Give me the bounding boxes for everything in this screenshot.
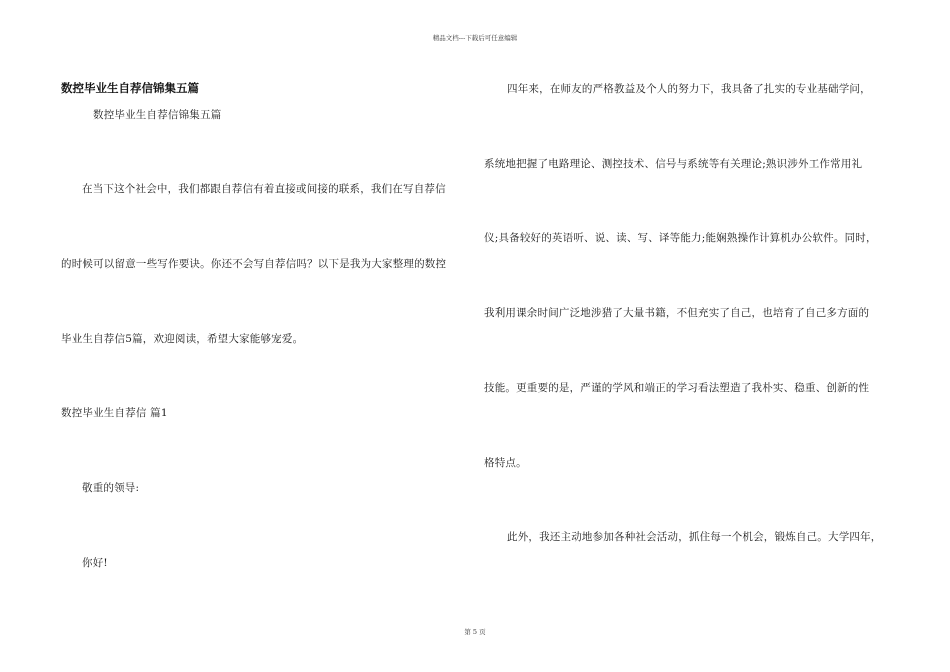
body-line-6: 格特点。 <box>484 457 527 469</box>
intro-line-1: 在当下这个社会中，我们都跟自荐信有着直接或间接的联系，我们在写自荐信 <box>82 183 446 195</box>
letter-hello: 你好! <box>82 557 108 569</box>
document-subtitle: 数控毕业生自荐信锦集五篇 <box>93 109 222 121</box>
intro-line-3: 毕业生自荐信5篇，欢迎阅读，希望大家能够宠爱。 <box>61 333 304 345</box>
body-line-3: 仪;具备较好的英语听、说、读、写、译等能力;能娴熟操作计算机办公软件。同时， <box>484 232 877 244</box>
intro-line-2: 的时候可以留意一些写作要诀。你还不会写自荐信吗？以下是我为大家整理的数控 <box>61 258 447 270</box>
document-title: 数控毕业生自荐信锦集五篇 <box>61 81 199 95</box>
letter-greeting: 敬重的领导: <box>82 482 140 494</box>
body-line-7: 此外，我还主动地参加各种社会活动，抓住每一个机会，锻炼自己。大学四年， <box>507 531 882 543</box>
body-line-2: 系统地把握了电路理论、测控技术、信号与系统等有关理论;熟识涉外工作常用礼 <box>484 158 863 170</box>
page-header: 精品文档---下载后可任意编辑 <box>432 34 518 42</box>
page-footer: 第 5 页 <box>464 628 486 636</box>
body-line-5: 技能。更重要的是，严谨的学风和端正的学习看法塑造了我朴实、稳重、创新的性 <box>484 382 870 394</box>
letter-heading: 数控毕业生自荐信 篇1 <box>61 407 168 419</box>
body-line-1: 四年来，在师友的严格教益及个人的努力下，我具备了扎实的专业基础学问， <box>507 83 871 95</box>
body-line-4: 我利用课余时间广泛地涉猎了大量书籍，不但充实了自己，也培育了自己多方面的 <box>484 307 870 319</box>
